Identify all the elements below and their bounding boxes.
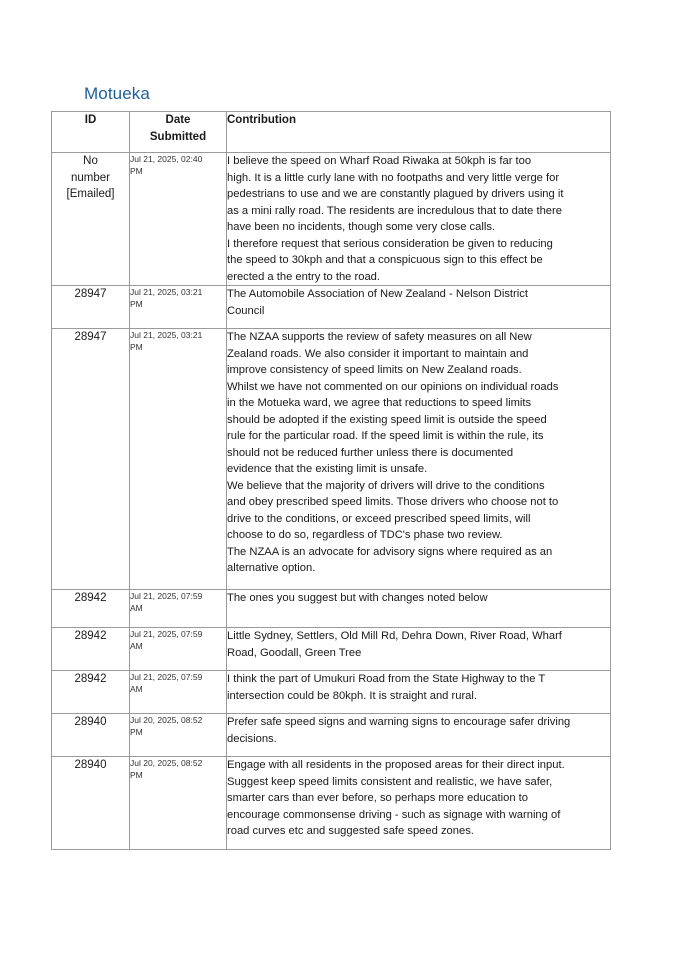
row-contribution: I think the part of Umukuri Road from the State Highway to the T intersection could be 80kph. It is straight and rural.: [227, 671, 611, 714]
table-row: [52, 628, 611, 671]
submissions-table: [51, 111, 611, 850]
row-date: Jul 20, 2025, 08:52 PM: [130, 757, 227, 850]
row-contribution: The Automobile Association of New Zealand - Nelson District Council: [227, 286, 611, 329]
row-date: Jul 21, 2025, 03:21 PM: [130, 286, 227, 329]
row-date: Jul 21, 2025, 02:40 PM: [130, 153, 227, 286]
row-contribution: Engage with all residents in the proposed areas for their direct input. Suggest keep speed limits consistent and realistic, we have safer, smarter cars than ever before, so perhaps more education to encourage commonsense driving - such as signage with warning of road curves etc and suggested safe speed zones.: [227, 757, 611, 850]
row-id: 28940: [52, 714, 130, 757]
row-id: 28947: [52, 329, 130, 590]
row-id: 28942: [52, 590, 130, 628]
table-header-row: [52, 112, 611, 153]
row-id: No number [Emailed]: [52, 153, 130, 286]
row-id: 28947: [52, 286, 130, 329]
row-id: 28942: [52, 671, 130, 714]
row-id: 28942: [52, 628, 130, 671]
row-date: Jul 21, 2025, 07:59 AM: [130, 671, 227, 714]
row-contribution: Little Sydney, Settlers, Old Mill Rd, Dehra Down, River Road, Wharf Road, Goodall, Green Tree: [227, 628, 611, 671]
table-row: [52, 671, 611, 714]
table-row: [52, 329, 611, 590]
row-date: Jul 20, 2025, 08:52 PM: [130, 714, 227, 757]
table-row: [52, 590, 611, 628]
row-contribution: The NZAA supports the review of safety measures on all New Zealand roads. We also consider it important to maintain and improve consistency of speed limits on New Zealand roads. Whilst we have not commented on our opinions on individual roads in the Motueka ward, we agree that reductions to speed limits should be adopted if the existing speed limit is outside the speed rule for the particular road. If the speed limit is within the rule, its should not be reduced further unless there is documented evidence that the existing limit is unsafe. We believe that the majority of drivers will drive to the conditions and obey prescribed speed limits. Those drivers who choose not to drive to the conditions, or exceed prescribed speed limits, will choose to do so, regardless of TDC's phase two review. The NZAA is an advocate for advisory signs where required as an alternative option.: [227, 329, 611, 590]
row-date: Jul 21, 2025, 03:21 PM: [130, 329, 227, 590]
header-contribution: Contribution: [227, 112, 611, 153]
section-heading: Motueka: [84, 84, 150, 103]
table-row: [52, 286, 611, 329]
header-date-submitted: Date Submitted: [130, 112, 227, 153]
row-id: 28940: [52, 757, 130, 850]
row-date: Jul 21, 2025, 07:59 AM: [130, 628, 227, 671]
row-date: Jul 21, 2025, 07:59 AM: [130, 590, 227, 628]
table-row: [52, 757, 611, 850]
row-contribution: The ones you suggest but with changes noted below: [227, 590, 611, 628]
table-row: [52, 153, 611, 286]
header-id: ID: [52, 112, 130, 153]
table-row: [52, 714, 611, 757]
row-contribution: I believe the speed on Wharf Road Riwaka at 50kph is far too high. It is a little curly lane with no footpaths and very little verge for pedestrians to use and we are constantly plagued by drivers using it as a mini rally road. The residents are incredulous that to date there have been no incidents, though some very close calls. I therefore request that serious consideration be given to reducing the speed to 30kph and that a conspicuous sign to this effect be erected a the entry to the road.: [227, 153, 611, 286]
row-contribution: Prefer safe speed signs and warning signs to encourage safer driving decisions.: [227, 714, 611, 757]
